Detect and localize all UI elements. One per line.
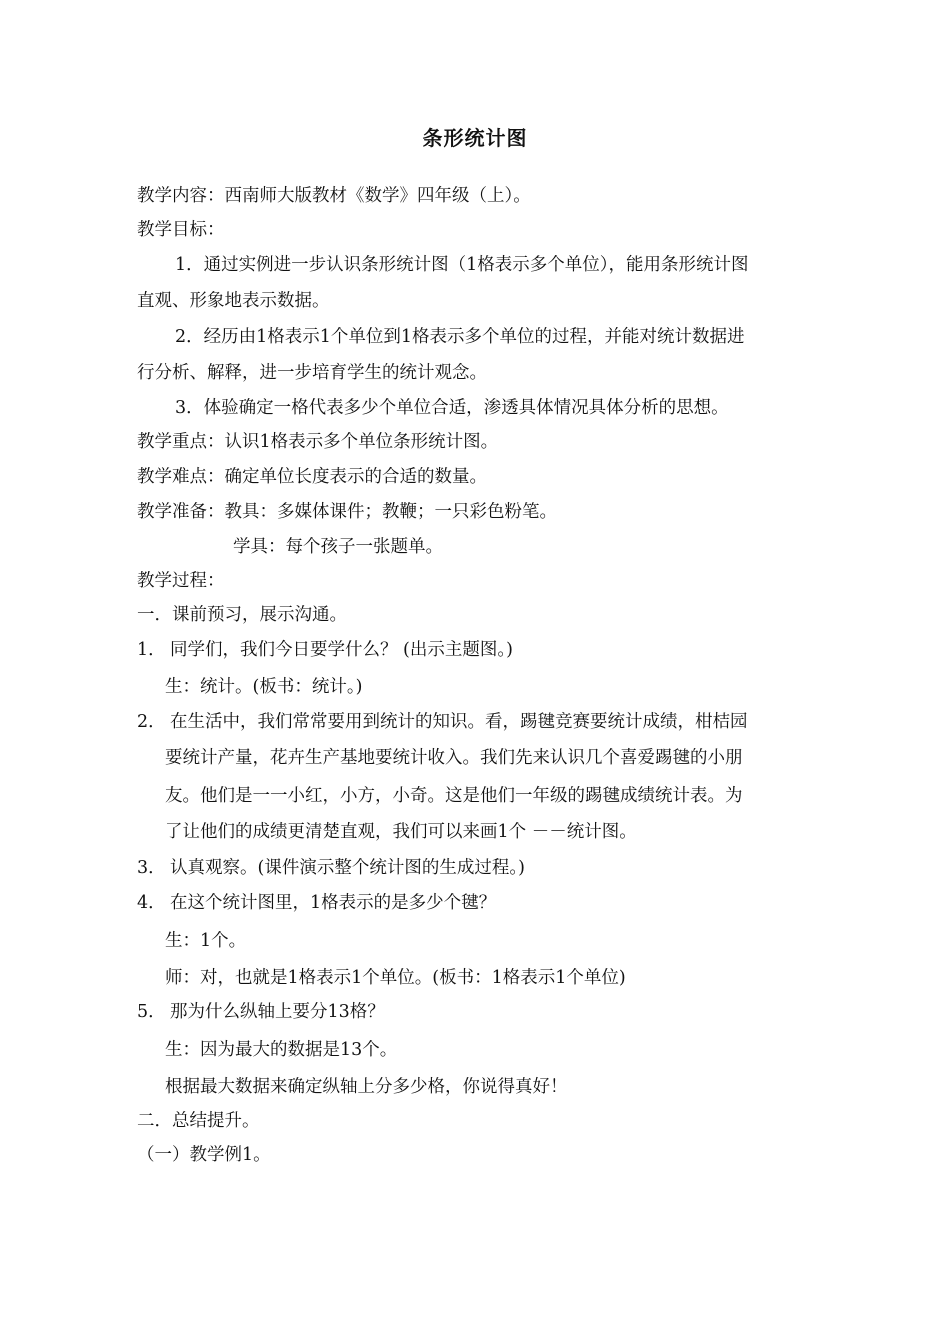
preparation-teacher: 教学准备：教具：多媒体课件；教鞭；一只彩色粉笔。 [137, 502, 557, 522]
goal-2-line-2: 行分析、解释，进一步培育学生的统计观念。 [137, 363, 487, 383]
item-3-text: 认真观察。(课件演示整个统计图的生成过程。) [170, 858, 525, 878]
item-2-number: 2． [137, 712, 166, 732]
goal-1-line-2: 直观、形象地表示数据。 [137, 291, 330, 311]
item-4-text: 在这个统计图里，1格表示的是多少个毽？ [170, 893, 497, 913]
goal-2-line-1: 2．经历由1格表示1个单位到1格表示多个单位的过程，并能对统计数据进 [175, 327, 745, 347]
item-4-number: 4． [137, 893, 166, 913]
item-3-number: 3． [137, 858, 166, 878]
section-1-heading: 一．课前预习，展示沟通。 [137, 605, 347, 625]
item-1-text: 同学们，我们今日要学什么？ (出示主题图。) [170, 640, 513, 660]
item-4-reply-2: 师：对，也就是1格表示1个单位。(板书：1格表示1个单位) [165, 968, 626, 988]
teaching-content: 教学内容：西南师大版教材《数学》四年级（上）。 [137, 186, 531, 206]
section-2-heading: 二．总结提升。 [137, 1111, 260, 1131]
item-5-reply-1: 生：因为最大的数据是13个。 [165, 1040, 398, 1060]
teaching-goals-label: 教学目标： [137, 220, 225, 240]
item-2-line-4: 了让他们的成绩更清楚直观，我们可以来画1个 －－统计图。 [165, 822, 637, 842]
item-1-number: 1． [137, 640, 166, 660]
item-5-number: 5． [137, 1002, 166, 1022]
item-5-text: 那为什么纵轴上要分13格？ [170, 1002, 385, 1022]
goal-3: 3．体验确定一格代表多少个单位合适，渗透具体情况具体分析的思想。 [175, 398, 729, 418]
item-4-reply-1: 生：1个。 [165, 931, 247, 951]
item-2-line-3: 友。他们是一一小红，小方，小奇。这是他们一年级的踢毽成绩统计表。为 [165, 786, 743, 806]
preparation-student: 学具：每个孩子一张题单。 [233, 537, 443, 557]
goal-1-line-1: 1．通过实例进一步认识条形统计图（1格表示多个单位），能用条形统计图 [175, 255, 749, 275]
teaching-process-label: 教学过程： [137, 571, 225, 591]
difficulty: 教学难点：确定单位长度表示的合适的数量。 [137, 467, 487, 487]
item-1-reply: 生：统计。(板书：统计。) [165, 677, 363, 697]
subsection-1-heading: （一）教学例1。 [137, 1145, 271, 1165]
document-title: 条形统计图 [422, 126, 528, 150]
item-2-line-1: 在生活中，我们常常要用到统计的知识。看，踢毽竞赛要统计成绩，柑桔园 [170, 712, 748, 732]
key-point: 教学重点：认识1格表示多个单位条形统计图。 [137, 432, 499, 452]
item-5-reply-2: 根据最大数据来确定纵轴上分多少格，你说得真好！ [165, 1077, 568, 1097]
item-2-line-2: 要统计产量，花卉生产基地要统计收入。我们先来认识几个喜爱踢毽的小朋 [165, 748, 743, 768]
